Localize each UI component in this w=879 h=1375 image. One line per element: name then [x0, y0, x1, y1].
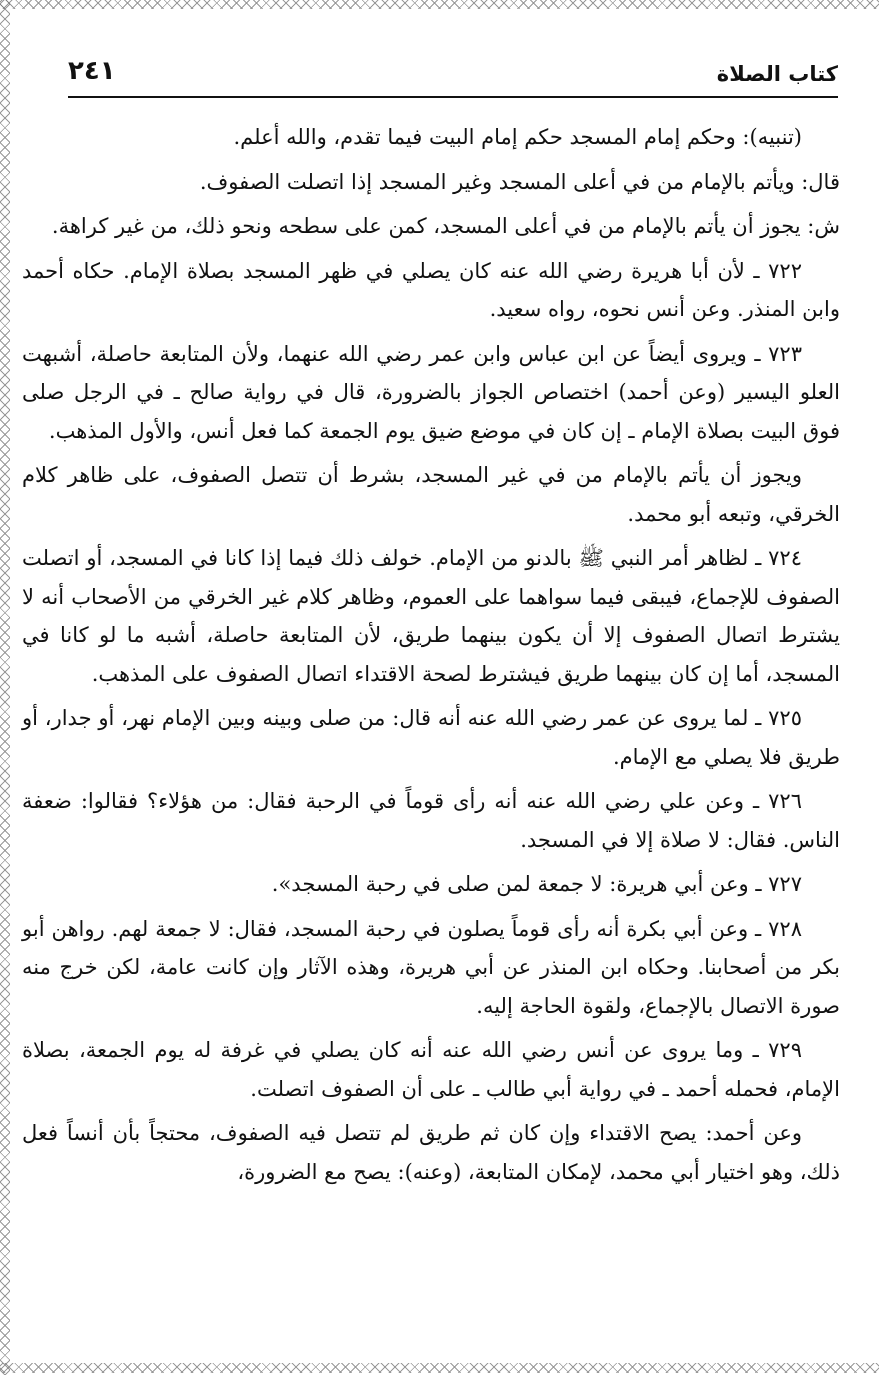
top-ornamental-border [0, 0, 879, 9]
bottom-ornamental-border [0, 1363, 879, 1373]
page-body [22, 118, 840, 1197]
paragraph-729: ٧٢٩ ـ وما يروى عن أنس رضي الله عنه أنه كان يصلي في غرفة له يوم الجمعة، بصلاة الإمام، فحمله أحمد ـ في رواية أبي طالب ـ على أن الصفوف اتصلت. [22, 1038, 840, 1101]
paragraph-ahmad: وعن أحمد: يصح الاقتداء وإن كان ثم طريق لم تتصل فيه الصفوف، محتجاً بأن أنساً فعل ذلك، وهو اختيار أبي محمد، لإمكان المتابعة، (وعنه): يصح مع الضرورة، [22, 1121, 840, 1184]
page-number: ٢٤١ [68, 56, 116, 86]
paragraph-727: ٧٢٧ ـ وعن أبي هريرة: لا جمعة لمن صلى في رحبة المسجد». [271, 872, 802, 896]
page-header [68, 52, 838, 98]
paragraph-qala: قال: ويأتم بالإمام من في أعلى المسجد وغير المسجد إذا اتصلت الصفوف. [199, 169, 840, 194]
left-ornamental-border [0, 0, 10, 1375]
paragraph-723: ٧٢٣ ـ ويروى أيضاً عن ابن عباس وابن عمر رضي الله عنهما، ولأن المتابعة حاصلة، أشبهت العلو اليسير (وعن أحمد) اختصاص الجواز بالضرورة، قال في رواية صالح ـ في الرجل صلى فوق البيت بصلاة الإمام ـ إن كان في موضع ضيق يوم الجمعة كما فعل أنس، والأول المذهب. [22, 341, 840, 443]
paragraph-726: ٧٢٦ ـ وعن علي رضي الله عنه أنه رأى قوماً في الرحبة فقال: من هؤلاء؟ فقالوا: ضعفة الناس. فقال: لا صلاة إلا في المسجد. [22, 789, 840, 852]
paragraph-sharh: ش: يجوز أن يأتم بالإمام من في أعلى المسجد، كمن على سطحه ونحو ذلك، من غير كراهة. [51, 214, 840, 238]
paragraph-note: (تنبيه): وحكم إمام المسجد حكم إمام البيت فيما تقدم، والله أعلم. [233, 125, 802, 149]
paragraph-outside-mosque: ويجوز أن يأتم بالإمام من في غير المسجد، بشرط أن تتصل الصفوف، على ظاهر كلام الخرقي، وتبعه أبو محمد. [22, 463, 840, 526]
paragraph-725: ٧٢٥ ـ لما يروى عن عمر رضي الله عنه أنه قال: من صلى وبينه وبين الإمام نهر، أو جدار، أو طريق فلا يصلي مع الإمام. [22, 706, 840, 769]
paragraph-724: ٧٢٤ ـ لظاهر أمر النبي ﷺ بالدنو من الإمام. خولف ذلك فيما إذا كانا في المسجد، أو اتصلت الصفوف للإجماع، فيبقى فيما سواهما على العموم، وظاهر كلام غير الخرقي من الأصحاب أنه لا يشترط اتصال الصفوف إلا أن يكون بينهما طريق، لأن المتابعة حاصلة، أشبه ما لو كانا في المسجد، أما إن كان بينهما طريق فيشترط لصحة الاقتداء اتصال الصفوف على المذهب. [22, 546, 840, 686]
book-title: كتاب الصلاة [716, 62, 838, 86]
paragraph-722: ٧٢٢ ـ لأن أبا هريرة رضي الله عنه كان يصلي في ظهر المسجد بصلاة الإمام. حكاه أحمد وابن المنذر. وعن أنس نحوه، رواه سعيد. [22, 258, 840, 321]
paragraph-728: ٧٢٨ ـ وعن أبي بكرة أنه رأى قوماً يصلون في رحبة المسجد، فقال: لا جمعة لهم. رواهن أبو بكر من أصحابنا. وحكاه ابن المنذر عن أبي هريرة، وهذه الآثار وإن كانت عامة، لكن خرج منه صورة الاتصال بالإجماع، ولقوة الحاجة إليه. [22, 916, 840, 1018]
